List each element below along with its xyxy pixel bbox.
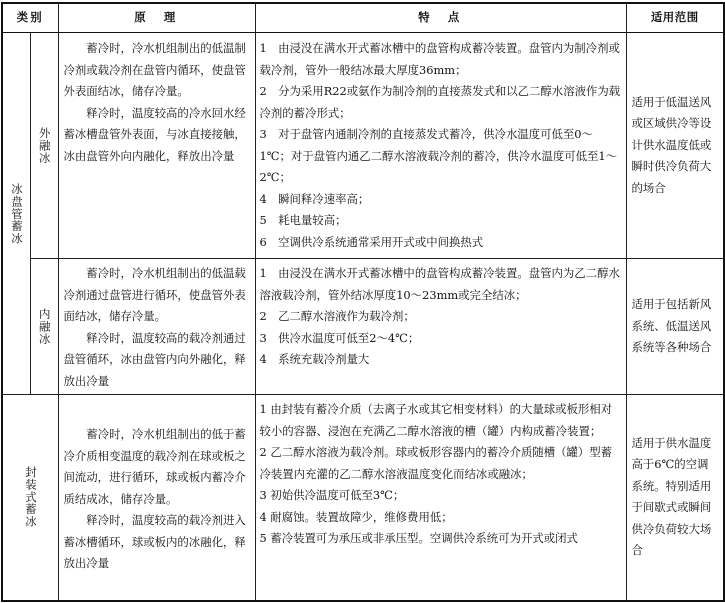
feature-item: 3 供冷水温度可低至2～4℃；	[259, 330, 420, 345]
header-row	[2, 3, 724, 33]
category-cell: 冰盘管蓄冰	[2, 33, 30, 395]
table-row	[2, 33, 724, 259]
feature-item: 1 由封装有蓄冷介质（去离子水或其它相变材料）的大量球或板形相对较小的容器、浸泡在充满乙二醇水溶液的槽（罐）内构成蓄冷装置；	[259, 402, 613, 438]
principle-text: 蓄冷时，冷水机组制出的低于蓄冷介质相变温度的载冷剂在球或板之间流动，进行循环，球或板内蓄冷介质结成冰，储存冷量。	[63, 427, 246, 506]
feature-item: 5 耗电量较高；	[259, 213, 347, 227]
feature-item: 3 对于盘管内通制冷剂的直接蒸发式蓄冷，供冷水温度可低至0～1℃；对于盘管内通乙二醇水溶液载冷剂的蓄冷，供冷水温度可低至1～2℃；	[259, 127, 618, 184]
header-features: 特 点	[255, 3, 626, 33]
feature-item: 2 乙二醇水溶液作为载冷剂；	[259, 309, 415, 323]
feature-item: 6 空调供冷系统通常采用开式或中间换热式	[259, 234, 484, 249]
header-category: 类别	[2, 3, 58, 33]
principle-text: 释冷时，温度较高的冷水回水经蓄冰槽盘管外表面，与冰直接接触，冰由盘管外向内融化，释放出冷量	[63, 105, 246, 163]
scope-cell: 适用于供水温度高于6℃的空调系统。特别适用于间歇式或瞬间供冷负荷较大场合	[626, 395, 724, 601]
features-cell	[255, 259, 626, 395]
principle-cell	[58, 259, 255, 395]
principle-text: 蓄冷时，冷水机组制出的低温载冷剂通过盘管进行循环，使盘管外表面结冰，储存冷量。	[63, 266, 246, 323]
principle-text: 蓄冷时，冷水机组制出的低温制冷剂或载冷剂在盘管内循环，使盘管外表面结冰，储存冷量。	[63, 41, 246, 98]
header-principle: 原 理	[58, 3, 255, 33]
principle-text: 释冷时，温度较高的载冷剂进入蓄冰槽循环，球或板内的冰融化，释放出冷量	[63, 513, 246, 570]
feature-item: 1 由浸没在满水开式蓄冰槽中的盘管构成蓄冷装置。盘管内为制冷剂或载冷剂，管外一般结冰最大厚度36mm；	[259, 41, 620, 77]
table-row	[2, 259, 724, 395]
feature-item: 2 乙二醇水溶液为载冷剂。球或板形容器内的蓄冷介质随槽（罐）型蓄冷装置内充灌的乙二醇水溶液温度变化而结冰或融冰；	[259, 445, 613, 481]
features-cell	[255, 33, 626, 259]
feature-item: 5 蓄冷装置可为承压或非承压型。空调供冷系统可为开式或闭式	[259, 531, 578, 545]
header-scope: 适用范围	[626, 3, 724, 33]
feature-item: 3 初始供冷温度可低至3℃；	[259, 488, 405, 502]
feature-item: 1 由浸没在满水开式蓄冰槽中的盘管构成蓄冷装置。盘管内为乙二醇水溶液载冷剂，管外结冰厚度10～23mm或完全结冰；	[259, 266, 620, 302]
type-cell: 外融冰	[30, 33, 58, 259]
feature-item: 4 瞬间释冷速率高；	[259, 191, 370, 206]
scope-cell: 适用于低温送风或区域供冷等设计供水温度低或瞬时供冷负荷大的场合	[626, 33, 724, 259]
table-row	[2, 395, 724, 601]
principle-cell	[58, 33, 255, 259]
feature-item: 2 分为采用R22或氨作为制冷剂的直接蒸发式和以乙二醇水溶液作为载冷剂的蓄冷形式；	[259, 84, 621, 120]
scope-cell: 适用于包括新风系统、低温送风系统等各种场合	[626, 259, 724, 395]
feature-item: 4 系统充载冷剂量大	[259, 352, 370, 366]
ice-storage-comparison-table	[1, 2, 725, 602]
principle-text: 释冷时，温度较高的载冷剂通过盘管循环，冰由盘管内向外融化，释放出冷量	[63, 330, 246, 388]
features-cell	[255, 395, 626, 601]
type-cell: 内融冰	[30, 259, 58, 395]
principle-cell	[58, 395, 255, 601]
category-cell: 封装式蓄冰	[2, 395, 58, 601]
feature-item: 4 耐腐蚀。装置故障少，维修费用低；	[259, 509, 453, 524]
